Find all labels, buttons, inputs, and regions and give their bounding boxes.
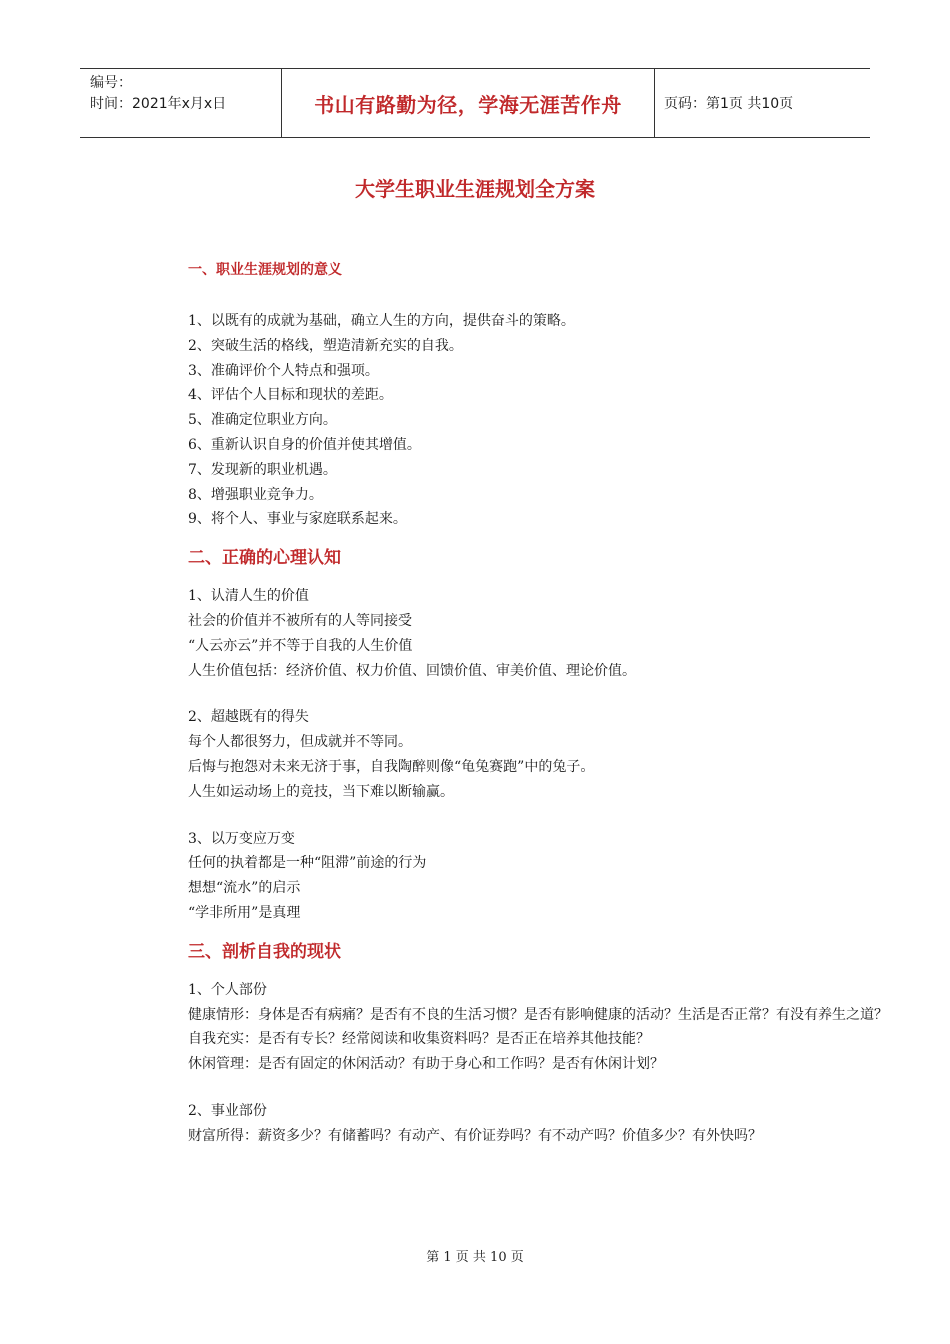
section1-list	[188, 309, 948, 532]
text-line: 3、以万变应万变	[188, 830, 295, 847]
motto: 书山有路勤为径，学海无涯苦作舟	[314, 92, 622, 117]
text-line: 9、将个人、事业与家庭联系起来。	[188, 511, 407, 528]
document-body	[188, 258, 948, 1149]
page-info: 页码：第1页 共10页	[664, 96, 794, 112]
text-line: 健康情形：身体是否有病痛？是否有不良的生活习惯？是否有影响健康的活动？生活是否正常？有没有养生之道？	[188, 1006, 888, 1023]
text-line: 财富所得：薪资多少？有储蓄吗？有动产、有价证券吗？有不动产吗？价值多少？有外快吗？	[188, 1127, 762, 1144]
page-footer: 第 1 页 共 10 页	[426, 1250, 524, 1265]
section3-heading: 三、剖析自我的现状	[188, 941, 341, 962]
section1-heading: 一、职业生涯规划的意义	[188, 262, 342, 278]
text-line: 6、重新认识自身的价值并使其增值。	[188, 436, 421, 453]
section2-heading: 二、正确的心理认知	[188, 548, 341, 569]
section3-block1	[188, 978, 948, 1077]
document-title: 大学生职业生涯规划全方案	[355, 177, 595, 201]
text-line: 5、准确定位职业方向。	[188, 412, 337, 429]
number-label: 编号：	[90, 75, 132, 91]
text-line: 后悔与抱怨对未来无济于事，自我陶醉则像“龟兔赛跑”中的兔子。	[188, 758, 595, 775]
text-line: 8、增强职业竞争力。	[188, 486, 323, 503]
text-line: 2、突破生活的格线，塑造清新充实的自我。	[188, 337, 463, 354]
text-line: 每个人都很努力，但成就并不等同。	[188, 734, 412, 751]
header-motto-cell	[282, 69, 655, 137]
text-line: “学非所用”是真理	[188, 904, 301, 921]
page-header	[80, 68, 870, 138]
text-line: 7、发现新的职业机遇。	[188, 461, 337, 478]
text-line: 休闲管理：是否有固定的休闲活动？有助于身心和工作吗？是否有休闲计划？	[188, 1056, 664, 1073]
text-line: 想想“流水”的启示	[188, 880, 301, 897]
text-line: 2、事业部份	[188, 1102, 267, 1119]
text-line: 3、准确评价个人特点和强项。	[188, 362, 379, 379]
section2-block2	[188, 705, 948, 804]
text-line: 1、个人部份	[188, 981, 267, 998]
time-label: 时间：2021年x月x日	[90, 96, 227, 112]
text-line: 社会的价值并不被所有的人等同接受	[188, 612, 412, 629]
text-line: 4、评估个人目标和现状的差距。	[188, 387, 393, 404]
text-line: 任何的执着都是一种“阻滞”前途的行为	[188, 855, 427, 872]
text-line: 1、以既有的成就为基础，确立人生的方向，提供奋斗的策略。	[188, 313, 575, 329]
section2-block3	[188, 827, 948, 926]
text-line: 自我充实：是否有专长？经常阅读和收集资料吗？是否正在培养其他技能？	[188, 1031, 650, 1048]
text-line: 人生价值包括：经济价值、权力价值、回馈价值、审美价值、理论价值。	[188, 662, 636, 679]
header-page-cell	[654, 69, 870, 137]
text-line: 1、认清人生的价值	[188, 588, 309, 605]
section3-block2	[188, 1099, 948, 1149]
text-line: 2、超越既有的得失	[188, 709, 309, 726]
section2-block1	[188, 584, 948, 683]
text-line: “人云亦云”并不等于自我的人生价值	[188, 637, 413, 654]
header-meta-cell	[80, 69, 282, 137]
text-line: 人生如运动场上的竞技，当下难以断输赢。	[188, 783, 454, 800]
